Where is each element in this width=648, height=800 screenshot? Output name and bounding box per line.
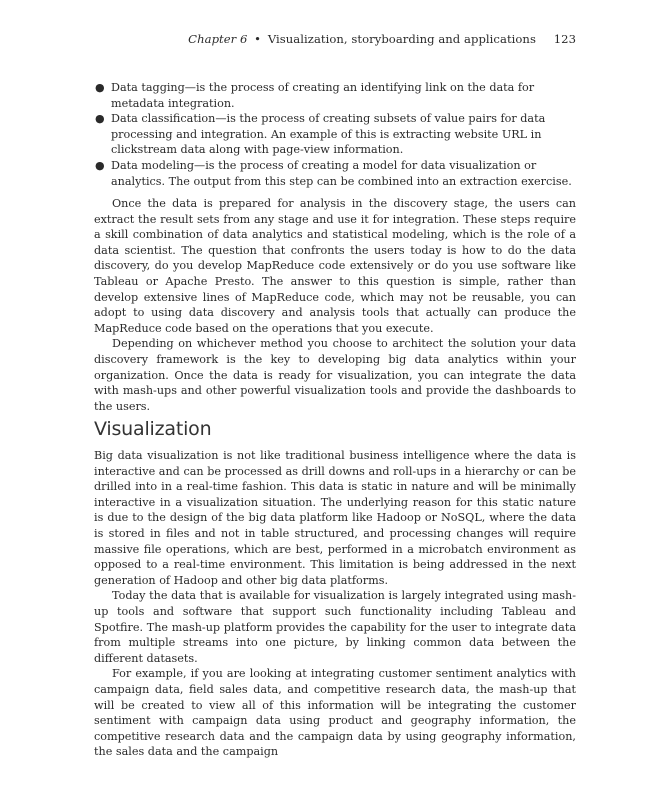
list-item [94, 158, 576, 189]
list-item [94, 80, 576, 111]
bullet-icon: ● [95, 81, 105, 94]
bullet-icon: ● [95, 112, 105, 126]
list-item-text: Data tagging—is the process of creating an identifying link on the data for metadata integration. [111, 81, 535, 110]
paragraph: Once the data is prepared for analysis in the discovery stage, the users can extract the result sets from any stage and use it for integration. These steps require a skill combination of data analytics and statistical modeling, which is the role of a data scientist. The question that confronts the users today is how to do the data discovery, do you develop MapReduce code extensively or do you use software like Tableau or Apache Presto. The answer to this question is simple, rather than develop extensive lines of MapReduce code, which may not be reusable, you can adopt to using data discovery and analysis tools that actually can produce the MapReduce code based on the operations that you execute. [94, 197, 576, 335]
discovery-section [94, 196, 576, 414]
chapter-label: Chapter 6 [188, 32, 248, 46]
visualization-section [94, 448, 576, 760]
section-heading: Visualization [94, 418, 212, 440]
bullet-list [94, 80, 576, 189]
header-separator: • [254, 32, 262, 46]
chapter-title: Visualization, storyboarding and applications [267, 32, 536, 46]
page-number: 123 [553, 32, 576, 46]
paragraph: Today the data that is available for visualization is largely integrated using mash-up tools and software that support such functionality including Tableau and Spotfire. The mash-up platform provides the capability for the user to integrate data from multiple streams into one picture, by linking common data between the different datasets. [94, 589, 576, 665]
list-item-text: Data modeling—is the process of creating a model for data visualization or analytics. The output from this step can be combined into an extraction exercise. [111, 158, 572, 188]
running-header [94, 32, 576, 46]
bullet-icon: ● [95, 158, 105, 172]
list-item-text: Data classification—is the process of creating subsets of value pairs for data processing and integration. An example of this is extracting website URL in clickstream data along with page-view information. [111, 112, 546, 157]
paragraph: Depending on whichever method you choose to architect the solution your data discovery framework is the key to developing big data analytics within your organization. Once the data is ready for visualization, you can integrate the data with mash-ups and other powerful visualization tools and provide the dashboards to the users. [94, 337, 576, 413]
list-item [94, 111, 576, 158]
paragraph: For example, if you are looking at integrating customer sentiment analytics with campaign data, field sales data, and competitive research data, the mash-up that will be created to view all of this information will be integrating the customer sentiment with campaign data using product and geography information, the competitive research data and the campaign data by using geography information, the sales data and the campaign [94, 667, 576, 759]
paragraph: Big data visualization is not like traditional business intelligence where the data is interactive and can be processed as drill downs and roll-ups in a hierarchy or can be drilled into in a real-time fashion. This data is static in nature and will be minimally interactive in a visualization situation. The underlying reason for this static nature is due to the design of the big data platform like Hadoop or NoSQL, where the data is stored in files and not in table structured, and processing changes will require massive file operations, which are best, performed in a microbatch environment as opposed to a real-time environment. This limitation is being addressed in the next generation of Hadoop and other big data platforms. [94, 449, 576, 587]
